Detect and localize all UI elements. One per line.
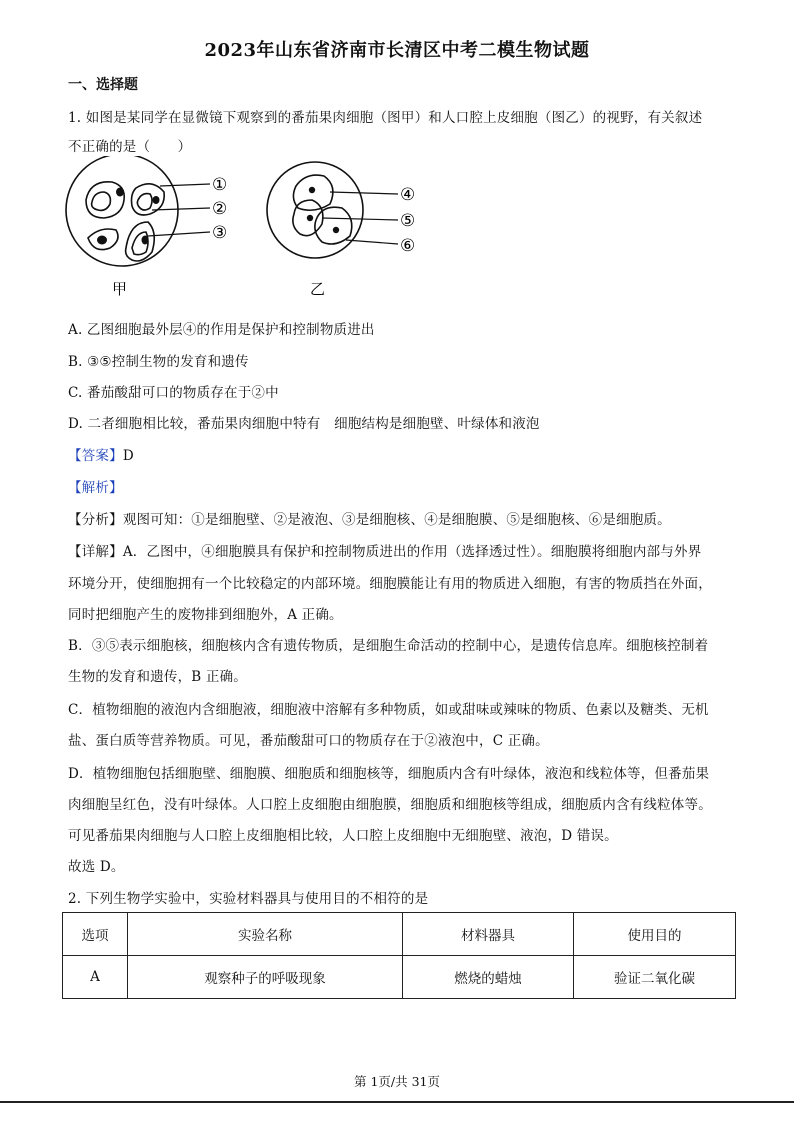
xiangjie-line-8: D．植物细胞包括细胞壁、细胞膜、细胞质和细胞核等，细胞质内含有叶绿体，液泡和线粒体等，但番茄果 [68,766,710,782]
xiangjie-line-1 [68,540,701,560]
analysis-label: 【解析】 [68,480,123,496]
page-footer: 第 1页/共 31页 [353,1074,441,1089]
q2-table [62,912,736,999]
q1-option-a: A. 乙图细胞最外层④的作用是保护和控制物质进出 [68,322,375,338]
xiangjie-line-9: 肉细胞呈红色，没有叶绿体。人口腔上皮细胞由细胞膜，细胞质和细胞核等组成，细胞质内含有线粒体等。 [68,797,712,813]
q1-stem-line1: 1. 如图是某同学在显微镜下观察到的番茄果肉细胞（图甲）和人口腔上皮细胞（图乙）的视野，有关叙述 [68,110,703,126]
q1-option-c: C. 番茄酸甜可口的物质存在于②中 [68,385,279,401]
table-header: 使用目的 [574,913,736,956]
figure-yi [267,162,363,258]
answer-value: D [122,448,134,464]
q1-option-b: B. ③⑤控制生物的发育和遗传 [68,354,249,370]
table-cell: 观察种子的呼吸现象 [128,956,403,999]
fenxi-text: 观图可知：①是细胞壁、②是液泡、③是细胞核、④是细胞膜、⑤是细胞核、⑥是细胞质。 [122,512,671,528]
marker-3: ③ [212,223,228,243]
bottom-rule [0,1101,794,1103]
cell-figure [60,156,440,301]
table-row [63,956,736,999]
table-header: 实验名称 [128,913,403,956]
page-title: 2023年山东省济南市长清区中考二模生物试题 [204,40,590,61]
answer-line [68,444,134,464]
conclusion: 故选 D。 [68,859,125,875]
marker-5: ⑤ [400,211,416,231]
xiangjie-line-7: 盐、蛋白质等营养物质。可见，番茄酸甜可口的物质存在于②液泡中，C 正确。 [68,733,549,749]
xiangjie-line-4: B．③⑤表示细胞核，细胞核内含有遗传物质，是细胞生命活动的控制中心，是遗传信息库。细胞核控制着 [68,638,709,654]
q1-option-d: D. 二者细胞相比较，番茄果肉细胞中特有 细胞结构是细胞壁、叶绿体和液泡 [68,416,540,432]
marker-2: ② [212,199,228,219]
section-heading: 一、选择题 [68,77,138,93]
table-cell: A [63,956,128,999]
figure-label-yi: 乙 [310,280,326,298]
q2-stem: 2. 下列生物学实验中，实验材料器具与使用目的不相符的是 [68,891,429,907]
xiangjie-tag: 【详解】 [68,544,123,560]
xiangjie-line-5: 生物的发育和遗传，B 正确。 [68,669,248,685]
table-header-row [63,913,736,956]
figure-label-jia: 甲 [112,280,128,298]
marker-1: ① [212,175,228,195]
xiangjie-line-10: 可见番茄果肉细胞与人口腔上皮细胞相比较，人口腔上皮细胞中无细胞壁、液泡，D 错误。 [68,828,618,844]
marker-6: ⑥ [400,236,416,256]
xiangjie-line-3: 同时把细胞产生的废物排到细胞外，A 正确。 [68,607,343,623]
marker-4: ④ [400,185,416,205]
xiangjie-line-6: C．植物细胞的液泡内含细胞液，细胞液中溶解有多种物质，如或甜味或辣味的物质、色素以及糖类、无机 [68,702,709,718]
answer-tag: 【答案】 [68,448,123,464]
table-header: 材料器具 [403,913,574,956]
figure-jia [66,156,178,266]
table-header: 选项 [63,913,128,956]
fenxi-line [68,508,671,528]
xiangjie-text: A．乙图中，④细胞膜具有保护和控制物质进出的作用（选择透过性）。细胞膜将细胞内部与外界 [122,544,702,560]
analysis-tag [68,476,123,496]
fenxi-tag: 【分析】 [68,512,123,528]
q1-stem-line2: 不正确的是（ ） [68,139,192,155]
xiangjie-line-2: 环境分开，使细胞拥有一个比较稳定的内部环境。细胞膜能让有用的物质进入细胞，有害的物质挡在外面， [68,576,712,592]
table-cell: 燃烧的蜡烛 [403,956,574,999]
table-cell: 验证二氧化碳 [574,956,736,999]
